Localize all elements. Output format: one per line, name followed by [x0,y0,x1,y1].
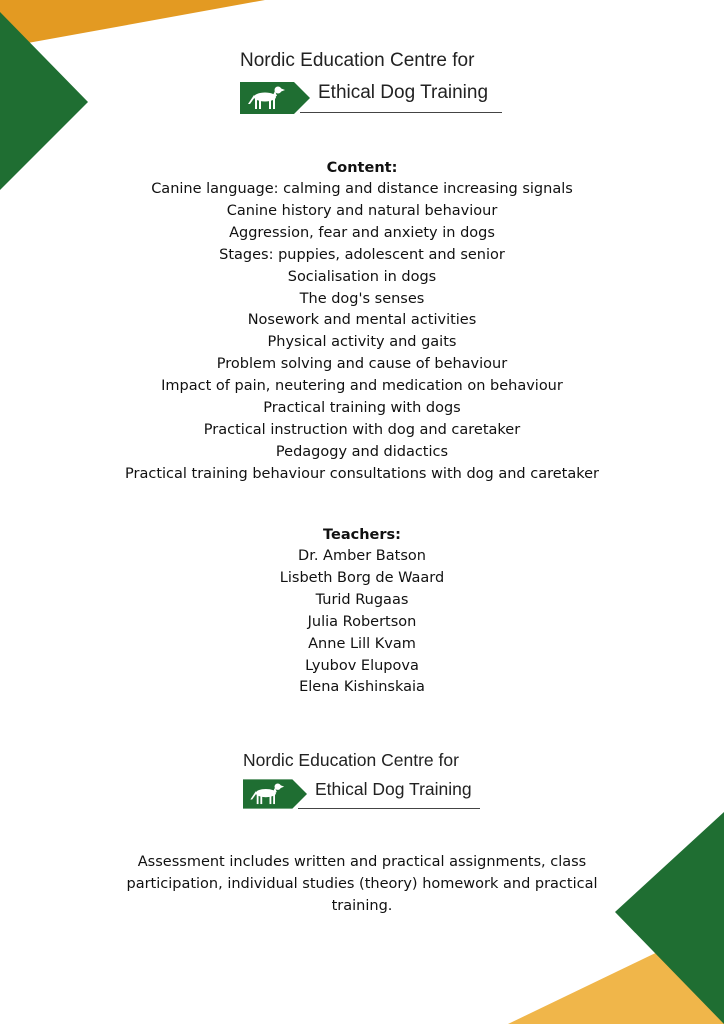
content-heading: Content: [326,160,398,176]
logo-title-line2: Ethical Dog Training [318,82,489,103]
logo-title-line1: Nordic Education Centre for [243,750,459,770]
logo-title-line1: Nordic Education Centre for [240,50,475,71]
list-item: Stages: puppies, adolescent and senior [219,246,505,263]
teacher-name: Lisbeth Borg de Waard [279,569,445,586]
dog-icon [240,82,310,114]
content-section [0,157,724,486]
assessment-text: Assessment includes written and practical assignments, class participation, individual studies (theory) homework and practical training. [126,854,598,914]
logo-title-line2: Ethical Dog Training [315,779,472,799]
dog-icon [243,779,307,809]
list-item: Impact of pain, neutering and medication on behaviour [161,378,563,395]
teacher-name: Julia Robertson [307,613,417,630]
list-item: Canine history and natural behaviour [226,202,498,219]
teachers-list [0,546,724,699]
list-item: Canine language: calming and distance increasing signals [151,181,573,197]
teacher-name: Dr. Amber Batson [298,548,426,564]
list-item: Practical instruction with dog and caretaker [203,421,521,438]
teacher-name: Anne Lill Kvam [308,635,416,652]
teacher-name: Lyubov Elupova [305,657,419,674]
list-item: Aggression, fear and anxiety in dogs [229,224,495,241]
teachers-section [0,524,724,699]
list-item: Nosework and mental activities [247,312,477,329]
teacher-name: Turid Rugaas [315,591,409,608]
logo-middle [243,750,483,812]
list-item: Socialisation in dogs [287,268,437,285]
top-orange-stripe [0,0,265,48]
list-item: Practical training behaviour consultations with dog and caretaker [125,465,599,482]
list-item: Physical activity and gaits [267,334,457,351]
content-list [0,179,724,486]
list-item: Pedagogy and didactics [275,443,449,460]
list-item: Problem solving and cause of behaviour [216,356,508,373]
teacher-name: Elena Kishinskaia [299,679,425,696]
logo-underline [300,112,502,113]
logo-top [240,50,505,116]
logo-underline [298,808,480,809]
list-item: The dog's senses [299,290,425,307]
teachers-heading: Teachers: [323,527,401,543]
list-item: Practical training with dogs [263,400,461,417]
